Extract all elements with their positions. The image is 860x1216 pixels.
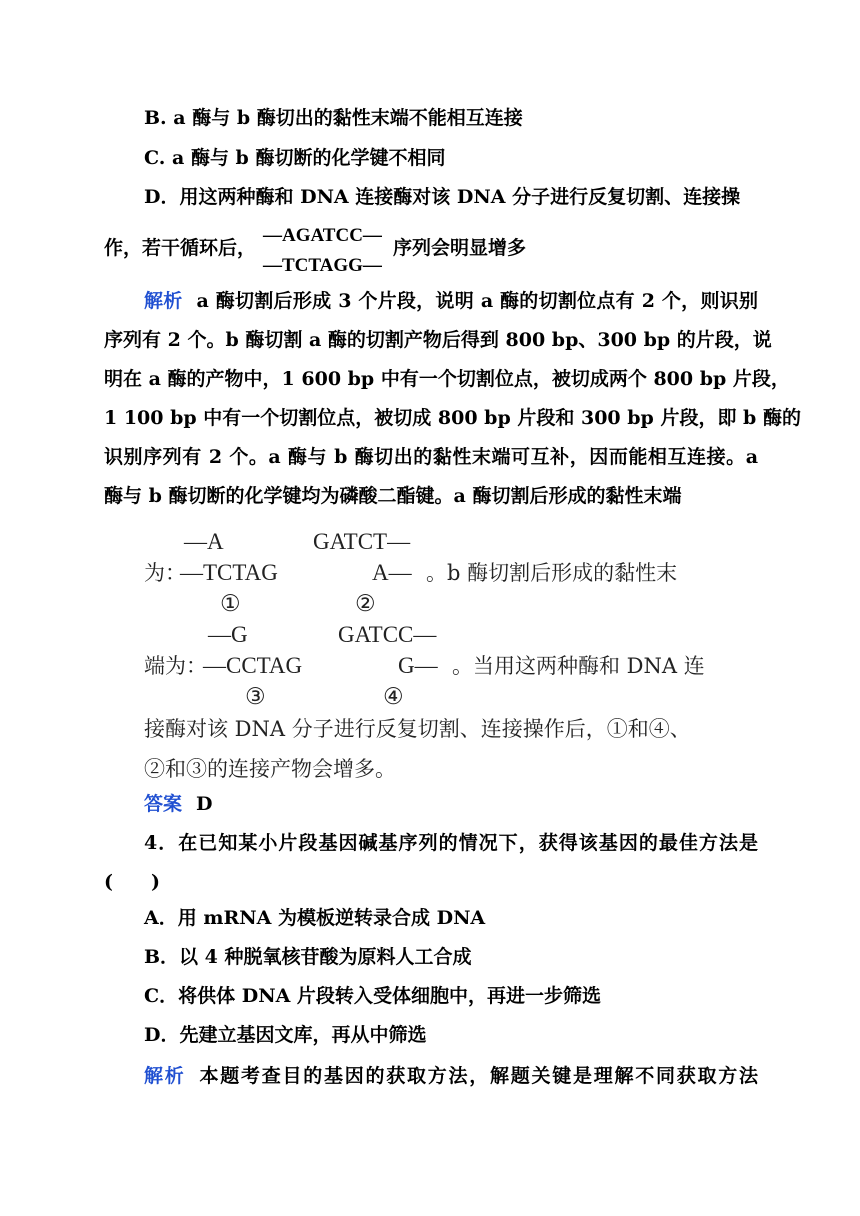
option-d-line2-prefix: 作，若干循环后， xyxy=(104,237,257,259)
sticky-b-mid-left: —CCTAG xyxy=(203,653,303,678)
analysis2-line-1: 解析 本题考查目的基因的获取方法，解题关键是理解不同获取方法 xyxy=(144,1065,758,1087)
q4-stem-line1: 4．在已知某小片段基因碱基序列的情况下，获得该基因的最佳方法是 xyxy=(144,832,758,854)
analysis-line-3: 明在 a 酶的产物中，1 600 bp 中有一个切割位点，被切成两个 800 bp 片段， xyxy=(104,368,790,390)
answer-line xyxy=(144,792,213,816)
sticky-line-c: 接酶对该 DNA 分子进行反复切割、连接操作后，①和④、 xyxy=(144,717,691,741)
option-d-line2-suffix: 序列会明显增多 xyxy=(393,237,527,259)
sticky-line-d: ②和③的连接产物会增多。 xyxy=(144,757,396,781)
sequence-bottom-strand: —TCTAGG— xyxy=(263,255,382,276)
sticky-a-top-right: GATCT— xyxy=(313,529,411,554)
sticky-b-top-left: —G xyxy=(208,622,248,647)
marker-1: ① xyxy=(220,591,241,616)
analysis-line-2: 序列有 2 个。b 酶切割 a 酶的切割产物后得到 800 bp、300 bp 的片段，说 xyxy=(104,329,772,351)
marker-3: ③ xyxy=(245,684,266,709)
answer-label: 答案 xyxy=(144,793,183,815)
q4-option-a: A．用 mRNA 为模板逆转录合成 DNA xyxy=(144,907,486,929)
sticky-a-top-left: —A xyxy=(184,529,224,554)
q4-stem-line2: ( ) xyxy=(104,871,160,893)
option-b: B. a 酶与 b 酶切出的黏性末端不能相互连接 xyxy=(144,107,523,129)
answer-value: D xyxy=(196,793,213,815)
sticky-b-top-right: GATCC— xyxy=(338,622,437,647)
sequence-top-strand: —AGATCC— xyxy=(263,225,382,246)
q4-option-d: D．先建立基因文库，再从中筛选 xyxy=(144,1024,427,1046)
analysis-label: 解析 xyxy=(144,290,183,312)
marker-2: ② xyxy=(355,591,376,616)
sticky-b-text: 。当用这两种酶和 DNA 连 xyxy=(452,654,705,678)
sticky-a-mid-right: A— xyxy=(372,560,412,585)
sticky-b-prefix: 端为： xyxy=(144,654,207,678)
option-d-line1: D．用这两种酶和 DNA 连接酶对该 DNA 分子进行反复切割、连接操 xyxy=(144,186,741,208)
analysis-line-4: 1 100 bp 中有一个切割位点，被切成 800 bp 片段和 300 bp 片段，即 b 酶的 xyxy=(104,407,801,429)
sticky-a-mid-left: —TCTAG xyxy=(180,560,278,585)
analysis-line-6: 酶与 b 酶切断的化学键均为磷酸二酯键。a 酶切割后形成的黏性末端 xyxy=(104,485,682,507)
q4-option-c: C．将供体 DNA 片段转入受体细胞中，再进一步筛选 xyxy=(144,985,601,1007)
analysis-line-1: 解析 a 酶切割后形成 3 个片段，说明 a 酶的切割位点有 2 个，则识别 xyxy=(144,290,758,312)
option-c: C. a 酶与 b 酶切断的化学键不相同 xyxy=(144,147,446,169)
sticky-a-prefix: 为： xyxy=(144,561,186,585)
q4-option-b: B．以 4 种脱氧核苷酸为原料人工合成 xyxy=(144,946,472,968)
analysis2-label: 解析 xyxy=(144,1065,186,1087)
analysis-line-5: 识别序列有 2 个。a 酶与 b 酶切出的黏性末端可互补，因而能相互连接。a xyxy=(104,446,758,468)
sticky-a-text: 。b 酶切割后形成的黏性末 xyxy=(426,561,678,585)
sticky-b-mid-right: G— xyxy=(398,653,438,678)
marker-4: ④ xyxy=(383,684,404,709)
